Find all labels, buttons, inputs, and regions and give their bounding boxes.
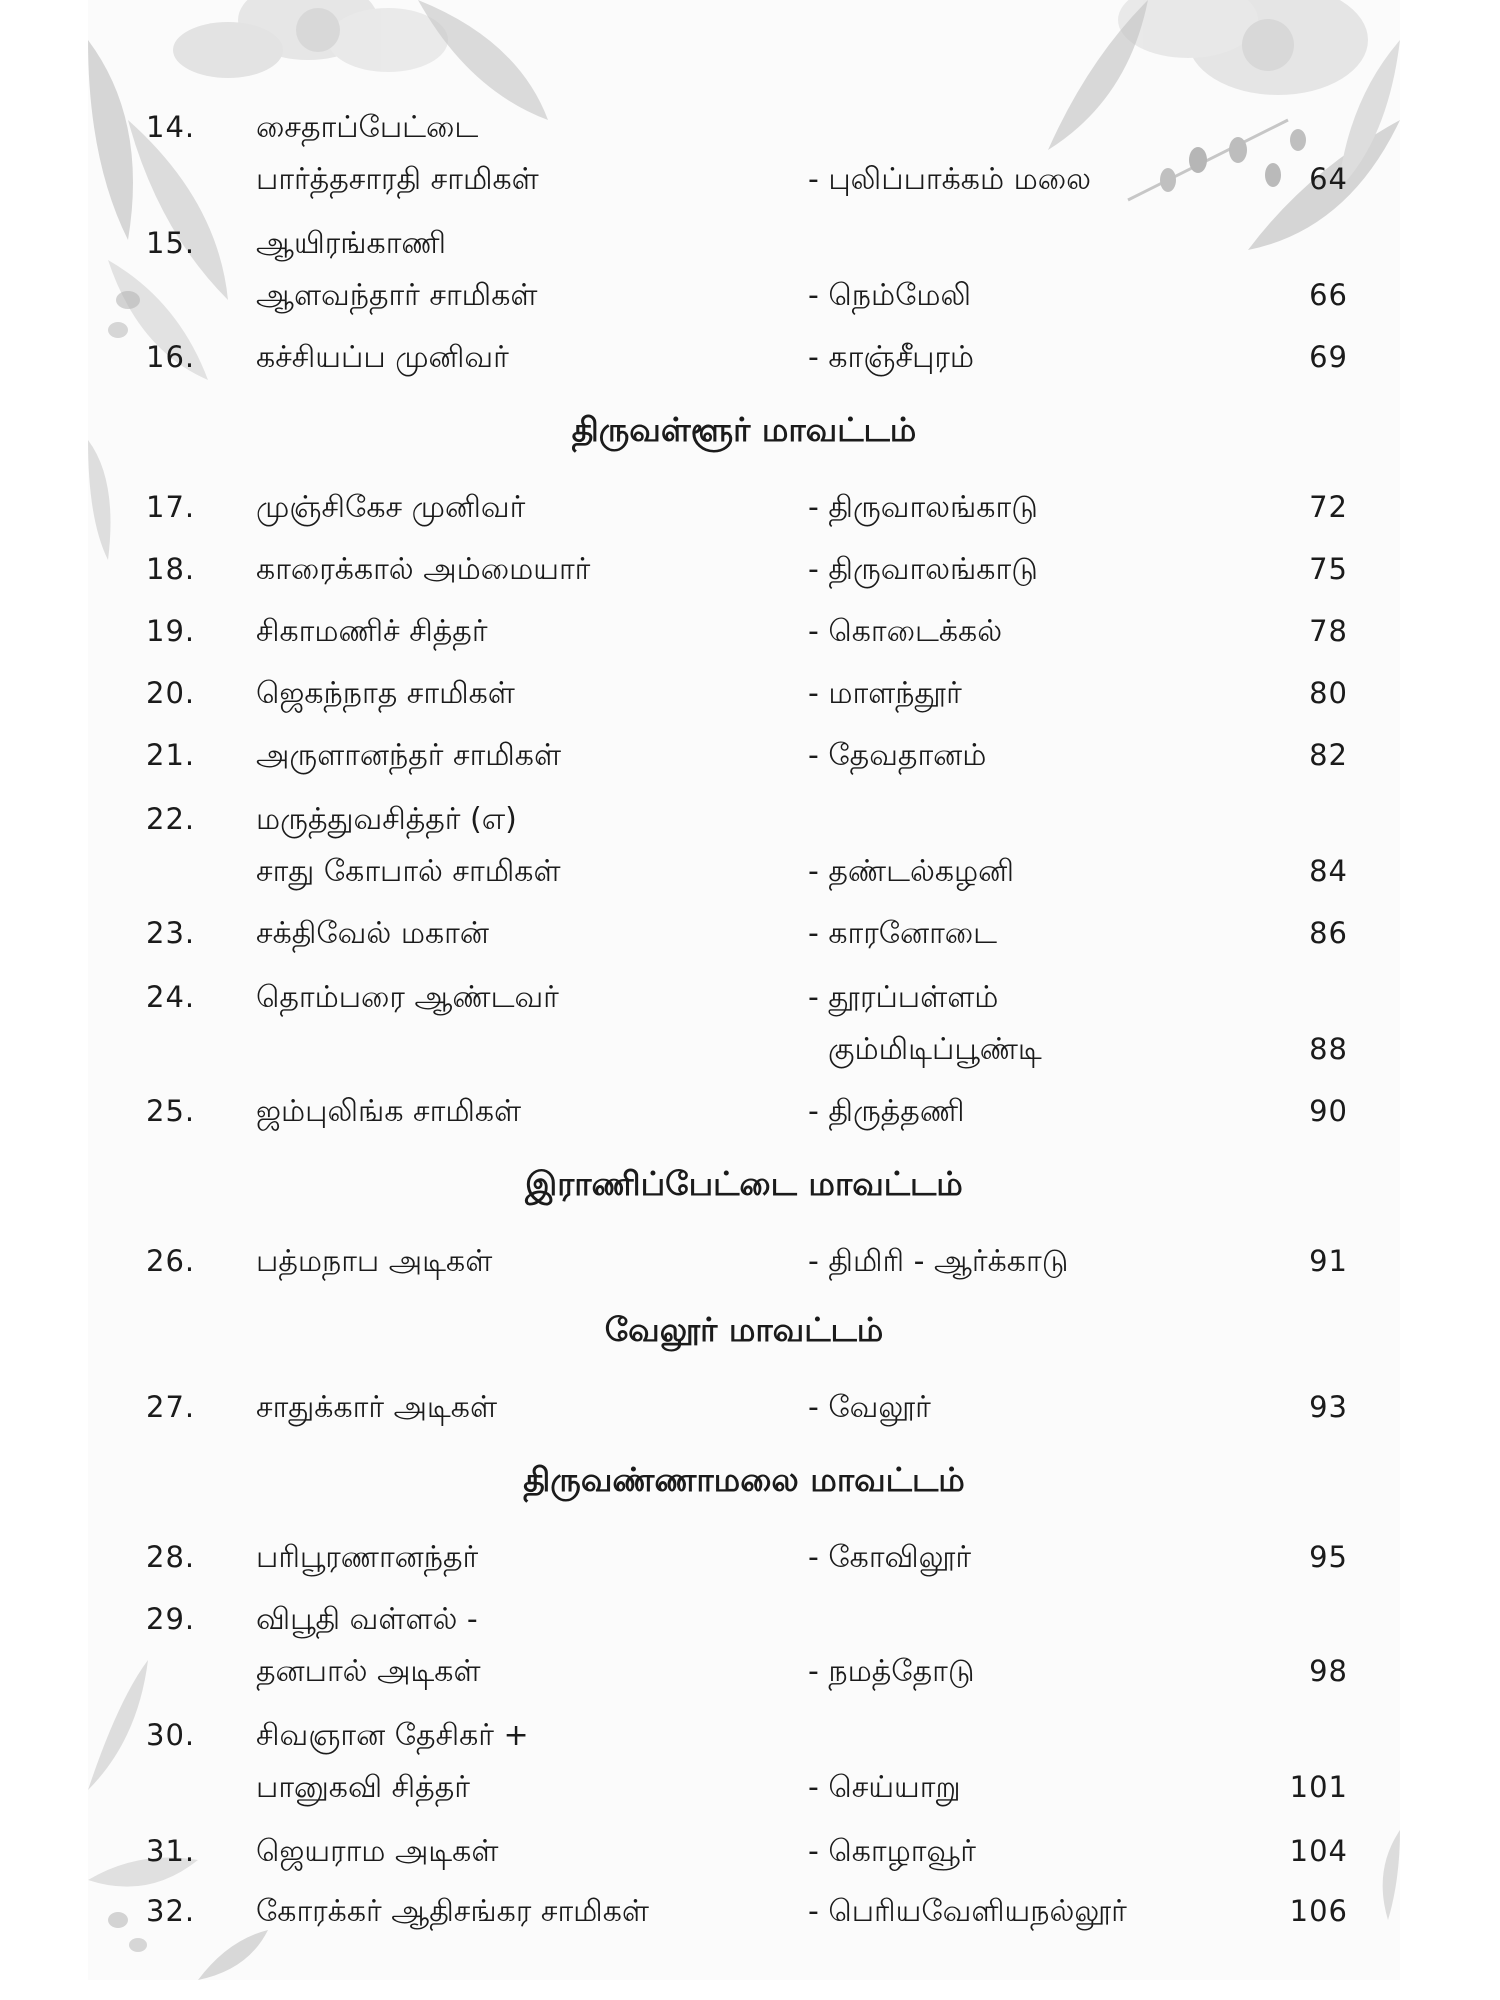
section-heading: இராணிப்பேட்டை மாவட்டம்: [525, 1164, 963, 1203]
toc-entry: [88, 980, 1400, 1100]
entry-name-continued: பானுகவி சித்தர்: [256, 1770, 470, 1805]
toc-entry: [88, 1894, 1400, 1980]
entry-page-number: 98: [1309, 1654, 1348, 1688]
entry-place: - கொடைக்கல்: [808, 614, 1003, 649]
toc-entry: [88, 1718, 1400, 1838]
entry-number: 26.: [146, 1244, 196, 1278]
entry-place: - திருவாலங்காடு: [808, 552, 1038, 587]
entry-place: - தூரப்பள்ளம்: [808, 980, 999, 1015]
entry-page-number: 104: [1289, 1834, 1348, 1868]
entry-page-number: 72: [1309, 490, 1348, 524]
toc-entry: [88, 802, 1400, 922]
entry-page-number: 82: [1309, 738, 1348, 772]
section-heading: திருவள்ளூர் மாவட்டம்: [571, 410, 917, 449]
entry-name: பத்மநாப அடிகள்: [256, 1244, 493, 1279]
entry-number: 27.: [146, 1390, 196, 1424]
entry-name-continued: பார்த்தசாரதி சாமிகள்: [256, 162, 539, 197]
entry-number: 28.: [146, 1540, 196, 1574]
entry-page-number: 84: [1309, 854, 1348, 888]
entry-page-number: 75: [1309, 552, 1348, 586]
entry-name: சக்திவேல் மகான்: [256, 916, 489, 951]
entry-place: - திமிரி - ஆர்க்காடு: [808, 1244, 1069, 1279]
entry-number: 17.: [146, 490, 196, 524]
entry-name: சாதுக்கார் அடிகள்: [256, 1390, 498, 1425]
entry-name: சைதாப்பேட்டை: [256, 110, 479, 145]
entry-number: 21.: [146, 738, 196, 772]
entry-name: தொம்பரை ஆண்டவர்: [256, 980, 559, 1015]
entry-name: விபூதி வள்ளல் -: [256, 1602, 478, 1637]
entry-name-continued: ஆளவந்தார் சாமிகள்: [256, 278, 538, 313]
entry-page-number: 93: [1309, 1390, 1348, 1424]
entry-page-number: 91: [1309, 1244, 1348, 1278]
entry-place-continued: கும்மிடிப்பூண்டி: [828, 1032, 1042, 1067]
entry-place: - காரனோடை: [808, 916, 998, 951]
toc-entry: [88, 110, 1400, 230]
entry-place: - நெம்மேலி: [808, 278, 972, 313]
entry-place: - வேலூர்: [808, 1390, 931, 1425]
entry-place: - தேவதானம்: [808, 738, 987, 773]
section-heading: வேலூர் மாவட்டம்: [604, 1310, 884, 1349]
entry-page-number: 106: [1289, 1894, 1348, 1928]
entry-number: 30.: [146, 1718, 196, 1752]
entry-place: - காஞ்சீபுரம்: [808, 340, 975, 375]
entry-page-number: 101: [1289, 1770, 1348, 1804]
entry-name: சிவஞான தேசிகர் +: [256, 1718, 529, 1753]
entry-page-number: 80: [1309, 676, 1348, 710]
entry-page-number: 78: [1309, 614, 1348, 648]
entry-number: 18.: [146, 552, 196, 586]
entry-number: 19.: [146, 614, 196, 648]
entry-name: காரைக்கால் அம்மையார்: [256, 552, 591, 587]
entry-page-number: 88: [1309, 1032, 1348, 1066]
entry-number: 20.: [146, 676, 196, 710]
entry-place: - புலிப்பாக்கம் மலை: [808, 162, 1092, 197]
entry-number: 29.: [146, 1602, 196, 1636]
entry-place: - பெரியவேளியநல்லூர்: [808, 1894, 1127, 1929]
entry-name: கோரக்கர் ஆதிசங்கர சாமிகள்: [256, 1894, 649, 1929]
entry-page-number: 64: [1309, 162, 1348, 196]
entry-name: கச்சியப்ப முனிவர்: [256, 340, 509, 375]
entry-name-continued: சாது கோபால் சாமிகள்: [256, 854, 561, 889]
book-page: [88, 0, 1400, 1980]
entry-name: ஜெயராம அடிகள்: [256, 1834, 499, 1869]
entry-name: சிகாமணிச் சித்தர்: [256, 614, 488, 649]
entry-page-number: 86: [1309, 916, 1348, 950]
table-of-contents: [88, 0, 1400, 1980]
entry-name-continued: தனபால் அடிகள்: [256, 1654, 481, 1689]
entry-name: ஆயிரங்காணி: [256, 226, 446, 261]
entry-page-number: 69: [1309, 340, 1348, 374]
section-heading: திருவண்ணாமலை மாவட்டம்: [523, 1460, 965, 1499]
entry-number: 14.: [146, 110, 196, 144]
entry-name: அருளானந்தர் சாமிகள்: [256, 738, 562, 773]
entry-number: 25.: [146, 1094, 196, 1128]
entry-place: - திருத்தணி: [808, 1094, 965, 1129]
entry-number: 31.: [146, 1834, 196, 1868]
entry-name: ஜெகந்நாத சாமிகள்: [256, 676, 515, 711]
entry-number: 32.: [146, 1894, 196, 1928]
entry-name: பரிபூரணானந்தர்: [256, 1540, 479, 1575]
entry-place: - கோவிலூர்: [808, 1540, 972, 1575]
entry-number: 23.: [146, 916, 196, 950]
entry-place: - செய்யாறு: [808, 1770, 961, 1805]
entry-page-number: 95: [1309, 1540, 1348, 1574]
entry-number: 15.: [146, 226, 196, 260]
entry-place: - மாளந்தூர்: [808, 676, 962, 711]
entry-place: - நமத்தோடு: [808, 1654, 975, 1689]
toc-entry: [88, 1602, 1400, 1722]
entry-place: - திருவாலங்காடு: [808, 490, 1038, 525]
entry-name: மருத்துவசித்தர் (எ): [256, 802, 517, 837]
entry-page-number: 90: [1309, 1094, 1348, 1128]
entry-number: 24.: [146, 980, 196, 1014]
entry-place: - தண்டல்கழனி: [808, 854, 1015, 889]
entry-number: 22.: [146, 802, 196, 836]
toc-entry: [88, 226, 1400, 346]
entry-place: - கொழாவூர்: [808, 1834, 976, 1869]
entry-number: 16.: [146, 340, 196, 374]
entry-name: ஜம்புலிங்க சாமிகள்: [256, 1094, 522, 1129]
entry-page-number: 66: [1309, 278, 1348, 312]
entry-name: முஞ்சிகேச முனிவர்: [256, 490, 526, 525]
